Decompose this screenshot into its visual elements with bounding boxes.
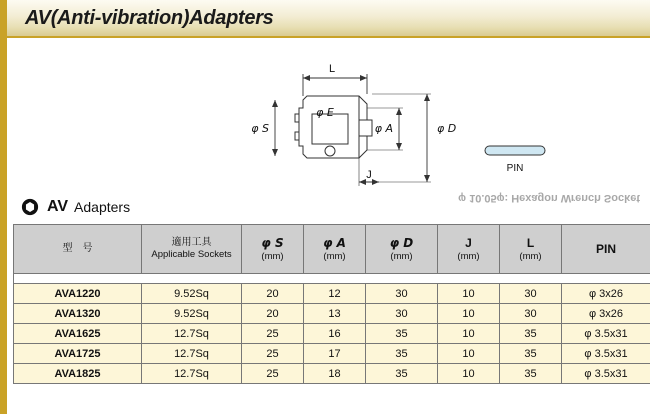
cell-j: 10	[438, 344, 500, 364]
col-l	[500, 225, 562, 274]
cell-pin: φ 3.5x31	[562, 344, 650, 364]
label-phi-E: φ E	[316, 106, 334, 119]
label-L: L	[328, 63, 336, 75]
col-applicable-sockets	[142, 225, 242, 274]
cell-phi-d: 35	[366, 324, 438, 344]
cell-sockets: 12.7Sq	[142, 344, 242, 364]
section-heading	[7, 190, 650, 224]
spec-table	[13, 224, 650, 384]
cell-phi-d: 35	[366, 344, 438, 364]
page-watermark: φ 10.05φ: Hexagon Wrench Socket	[458, 192, 640, 204]
cell-l: 30	[500, 304, 562, 324]
cell-phi-d: 30	[366, 304, 438, 324]
table-row[interactable]	[14, 364, 650, 384]
col-j	[438, 225, 500, 274]
cell-phi-d: 30	[366, 284, 438, 304]
adapter-dimension-diagram	[7, 38, 650, 190]
col-pin	[562, 225, 650, 274]
label-phi-D: φ D	[437, 122, 457, 135]
cell-phi-a: 18	[304, 364, 366, 384]
label-phi-S: φ S	[251, 122, 269, 135]
col-phi-a-sub: (mm)	[323, 250, 346, 262]
col-sockets-sub: Applicable Sockets	[151, 249, 232, 261]
cell-j: 10	[438, 364, 500, 384]
col-phi-d-sub: (mm)	[390, 250, 413, 262]
col-phi-s	[242, 225, 304, 274]
section-code: AV	[47, 198, 69, 215]
cell-pin: φ 3.5x31	[562, 364, 650, 384]
col-sockets-title: 適用工具	[171, 236, 212, 248]
technical-drawing	[7, 38, 650, 190]
col-model	[14, 225, 142, 274]
cell-pin: φ 3.5x31	[562, 324, 650, 344]
table-body	[14, 274, 650, 384]
cell-j: 10	[438, 324, 500, 344]
col-pin-title: PIN	[595, 241, 616, 256]
col-model-title: 型 号	[62, 242, 93, 254]
col-phi-d	[366, 225, 438, 274]
cell-model: AVA1625	[14, 324, 142, 344]
cell-sockets: 9.52Sq	[142, 304, 242, 324]
cell-phi-s: 20	[242, 304, 304, 324]
table-row[interactable]	[14, 324, 650, 344]
section-name: Adapters	[74, 199, 131, 215]
page-title: AV(Anti-vibration)Adapters	[25, 6, 274, 29]
cell-model: AVA1220	[14, 284, 142, 304]
cell-model: AVA1320	[14, 304, 142, 324]
cell-l: 30	[500, 284, 562, 304]
col-phi-a	[304, 225, 366, 274]
cell-phi-a: 17	[304, 344, 366, 364]
page-header	[7, 0, 650, 38]
col-j-title: J	[465, 235, 472, 250]
cell-phi-s: 20	[242, 284, 304, 304]
cell-l: 35	[500, 344, 562, 364]
cell-l: 35	[500, 364, 562, 384]
cell-phi-s: 25	[242, 364, 304, 384]
cell-sockets: 9.52Sq	[142, 284, 242, 304]
cell-phi-s: 25	[242, 344, 304, 364]
col-phi-d-title: φ D	[389, 235, 414, 250]
label-phi-A: φ A	[374, 122, 393, 135]
col-phi-s-title: φ S	[261, 235, 284, 250]
cell-pin: φ 3x26	[562, 304, 650, 324]
table-spacer-row	[14, 274, 650, 284]
cell-model: AVA1725	[14, 344, 142, 364]
table-row[interactable]	[14, 344, 650, 364]
cell-j: 10	[438, 284, 500, 304]
col-j-sub: (mm)	[457, 250, 480, 262]
cell-j: 10	[438, 304, 500, 324]
table-header-row	[14, 225, 650, 274]
label-pin: PIN	[506, 163, 524, 174]
col-l-sub: (mm)	[519, 250, 542, 262]
cell-phi-s: 25	[242, 324, 304, 344]
col-phi-a-title: φ A	[323, 235, 346, 250]
cell-pin: φ 3x26	[562, 284, 650, 304]
col-phi-s-sub: (mm)	[261, 250, 284, 262]
spec-table-wrap	[13, 224, 644, 384]
cell-phi-a: 16	[304, 324, 366, 344]
cell-phi-a: 13	[304, 304, 366, 324]
table-row[interactable]	[14, 304, 650, 324]
cell-phi-d: 35	[366, 364, 438, 384]
hex-socket-icon	[21, 198, 39, 216]
col-l-title: L	[526, 235, 535, 250]
cell-sockets: 12.7Sq	[142, 364, 242, 384]
cell-phi-a: 12	[304, 284, 366, 304]
cell-l: 35	[500, 324, 562, 344]
cell-model: AVA1825	[14, 364, 142, 384]
cell-sockets: 12.7Sq	[142, 324, 242, 344]
label-J: J	[366, 169, 372, 181]
table-spacer-cell	[14, 274, 650, 284]
page-bottom-margin	[7, 384, 650, 398]
table-row[interactable]	[14, 284, 650, 304]
